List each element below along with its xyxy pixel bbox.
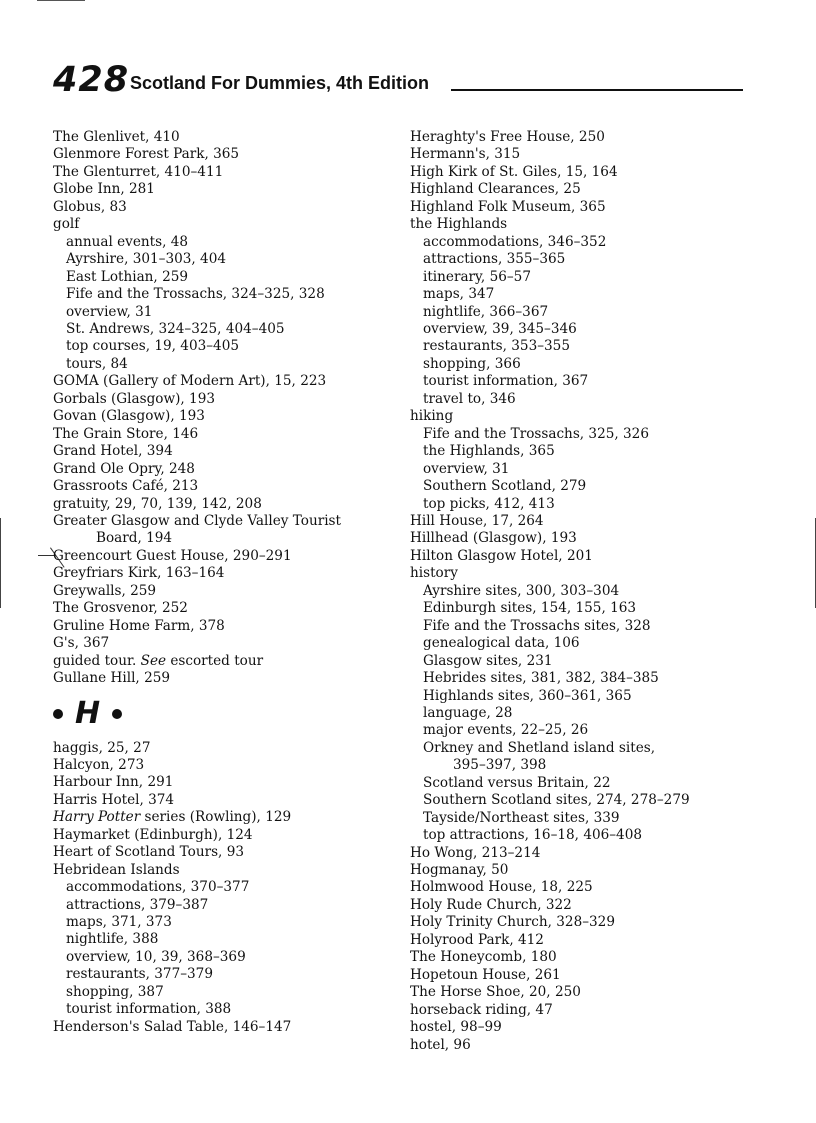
left-edge-mark — [0, 518, 1, 608]
index-entry: The Grosvenor, 252 — [53, 600, 188, 617]
index-column-right — [410, 129, 750, 1054]
index-entry: travel to, 346 — [423, 390, 516, 407]
entry-text: escorted tour — [166, 652, 264, 669]
index-entry: top attractions, 16–18, 406–408 — [423, 827, 643, 844]
index-entry: Globus, 83 — [53, 198, 127, 215]
index-entry: hiking — [410, 408, 454, 425]
index-entry: hostel, 98–99 — [410, 1019, 502, 1036]
index-entry: maps, 371, 373 — [66, 914, 172, 931]
index-entry: nightlife, 388 — [66, 931, 159, 948]
book-title: Scotland For Dummies, 4th Edition — [130, 73, 430, 93]
index-entry: Ho Wong, 213–214 — [410, 844, 541, 861]
index-entry: history — [410, 565, 458, 582]
index-entries-g — [53, 129, 398, 688]
index-entry: gratuity, 29, 70, 139, 142, 208 — [53, 495, 262, 512]
index-entry: attractions, 379–387 — [66, 896, 209, 913]
index-entry: East Lothian, 259 — [66, 268, 189, 285]
index-entries-h-continued — [410, 129, 750, 1054]
index-entry: Grand Ole Opry, 248 — [53, 460, 195, 477]
index-entry: nightlife, 366–367 — [423, 303, 549, 320]
index-entry: shopping, 387 — [66, 983, 164, 1000]
page-number: 428 — [53, 60, 130, 100]
index-entry: GOMA (Gallery of Modern Art), 15, 223 — [53, 373, 327, 390]
bullet-icon — [53, 709, 63, 719]
index-entry: Tayside/Northeast sites, 339 — [423, 809, 620, 826]
index-entry: Heart of Scotland Tours, 93 — [53, 844, 244, 861]
index-entry: Halcyon, 273 — [53, 756, 145, 773]
index-entry: tours, 84 — [66, 355, 128, 372]
index-entry: Gruline Home Farm, 378 — [53, 617, 225, 634]
entry-text: guided tour. — [53, 652, 141, 669]
index-entry — [53, 653, 398, 670]
index-entry: golf — [53, 216, 80, 233]
index-entry: Holyrood Park, 412 — [410, 931, 544, 948]
index-entry: maps, 347 — [423, 286, 495, 303]
index-entry: Southern Scotland sites, 274, 278–279 — [423, 792, 690, 809]
index-entry: The Glenlivet, 410 — [53, 129, 180, 145]
index-entry: Hogmanay, 50 — [410, 862, 509, 879]
index-entry: Grassroots Café, 213 — [53, 478, 199, 495]
index-entry: overview, 10, 39, 368–369 — [66, 948, 246, 965]
crop-mark — [37, 0, 85, 1]
index-entry: hotel, 96 — [410, 1036, 471, 1053]
index-entry: Board, 194 — [96, 530, 173, 547]
index-entry: The Honeycomb, 180 — [410, 949, 557, 966]
index-entry: Hebridean Islands — [53, 861, 180, 878]
index-entry: Highlands sites, 360–361, 365 — [423, 687, 632, 704]
index-entry: Gullane Hill, 259 — [53, 670, 171, 687]
running-header — [53, 60, 743, 100]
index-entry: Scotland versus Britain, 22 — [423, 774, 611, 791]
index-entry: 395–397, 398 — [453, 757, 547, 774]
index-entry: Holmwood House, 18, 225 — [410, 879, 593, 896]
bullet-icon — [112, 709, 122, 719]
index-entry: Greencourt Guest House, 290–291 — [53, 547, 292, 564]
entry-text: series (Rowling), 129 — [140, 809, 292, 826]
index-entry: Gorbals (Glasgow), 193 — [53, 390, 215, 407]
index-entry: overview, 31 — [423, 460, 510, 477]
index-entry: overview, 31 — [66, 303, 153, 320]
index-entry: restaurants, 353–355 — [423, 338, 570, 355]
index-entry — [53, 809, 398, 826]
index-entry: shopping, 366 — [423, 355, 521, 372]
index-entry: Harbour Inn, 291 — [53, 774, 174, 791]
index-entry: The Horse Shoe, 20, 250 — [410, 984, 581, 1001]
index-entries-h — [53, 740, 398, 1037]
index-entry: Hilton Glasgow Hotel, 201 — [410, 547, 593, 564]
index-entry: Ayrshire, 301–303, 404 — [66, 251, 226, 268]
index-entry: Harris Hotel, 374 — [53, 791, 175, 808]
section-heading-h — [53, 688, 398, 740]
index-entry: the Highlands, 365 — [423, 443, 555, 460]
index-entry: Haymarket (Edinburgh), 124 — [53, 826, 253, 843]
index-entry: Hill House, 17, 264 — [410, 512, 544, 529]
index-entry: the Highlands — [410, 216, 508, 233]
entry-italic-text: Harry Potter — [53, 809, 141, 826]
index-entry: Glasgow sites, 231 — [423, 652, 553, 669]
index-entry: Fife and the Trossachs, 324–325, 328 — [66, 286, 325, 303]
index-entry: Holy Trinity Church, 328–329 — [410, 914, 615, 931]
index-entry: Hopetoun House, 261 — [410, 966, 561, 983]
index-entry: top courses, 19, 403–405 — [66, 338, 239, 355]
header-rule — [451, 89, 743, 91]
index-entry: Globe Inn, 281 — [53, 181, 155, 198]
index-entry: Hillhead (Glasgow), 193 — [410, 530, 577, 547]
index-column-left — [53, 129, 398, 1036]
index-entry: tourist information, 367 — [423, 373, 589, 390]
section-letter: H — [75, 695, 101, 731]
index-entry: Henderson's Salad Table, 146–147 — [53, 1018, 292, 1035]
index-entry: Fife and the Trossachs sites, 328 — [423, 617, 651, 634]
index-entry: Highland Folk Museum, 365 — [410, 198, 606, 215]
index-entry: annual events, 48 — [66, 233, 189, 250]
index-entry: accommodations, 346–352 — [423, 233, 607, 250]
index-entry: Greyfriars Kirk, 163–164 — [53, 565, 225, 582]
index-entry: Ayrshire sites, 300, 303–304 — [423, 582, 620, 599]
index-entry: language, 28 — [423, 704, 513, 721]
index-entry: Govan (Glasgow), 193 — [53, 408, 205, 425]
index-entry: Heraghty's Free House, 250 — [410, 129, 605, 145]
index-entry: Glenmore Forest Park, 365 — [53, 146, 240, 163]
index-entry: Hebrides sites, 381, 382, 384–385 — [423, 670, 659, 687]
index-entry: horseback riding, 47 — [410, 1001, 553, 1018]
index-entry: Holy Rude Church, 322 — [410, 896, 572, 913]
index-entry: top picks, 412, 413 — [423, 495, 555, 512]
index-entry: G's, 367 — [53, 635, 110, 652]
index-entry: High Kirk of St. Giles, 15, 164 — [410, 163, 618, 180]
index-entry: Orkney and Shetland island sites, — [423, 739, 656, 756]
index-entry: The Grain Store, 146 — [53, 425, 199, 442]
index-entry: Southern Scotland, 279 — [423, 478, 587, 495]
index-entry: restaurants, 377–379 — [66, 966, 213, 983]
index-entry: Grand Hotel, 394 — [53, 443, 173, 460]
index-entry: itinerary, 56–57 — [423, 268, 531, 285]
index-entry: overview, 39, 345–346 — [423, 320, 577, 337]
index-entry: Highland Clearances, 25 — [410, 181, 581, 198]
index-entry: Hermann's, 315 — [410, 146, 521, 163]
entry-italic-text: See — [140, 652, 167, 669]
index-entry: attractions, 355–365 — [423, 251, 566, 268]
index-entry: Greater Glasgow and Clyde Valley Tourist — [53, 512, 341, 529]
index-entry: Fife and the Trossachs, 325, 326 — [423, 425, 649, 442]
index-entry: haggis, 25, 27 — [53, 739, 151, 756]
index-entry: Edinburgh sites, 154, 155, 163 — [423, 600, 637, 617]
index-entry: The Glenturret, 410–411 — [53, 163, 224, 180]
index-entry: Greywalls, 259 — [53, 582, 157, 599]
index-entry: genealogical data, 106 — [423, 635, 580, 652]
index-entry: St. Andrews, 324–325, 404–405 — [66, 320, 285, 337]
index-entry: tourist information, 388 — [66, 1001, 232, 1018]
index-entry: accommodations, 370–377 — [66, 879, 250, 896]
index-entry: major events, 22–25, 26 — [423, 722, 589, 739]
